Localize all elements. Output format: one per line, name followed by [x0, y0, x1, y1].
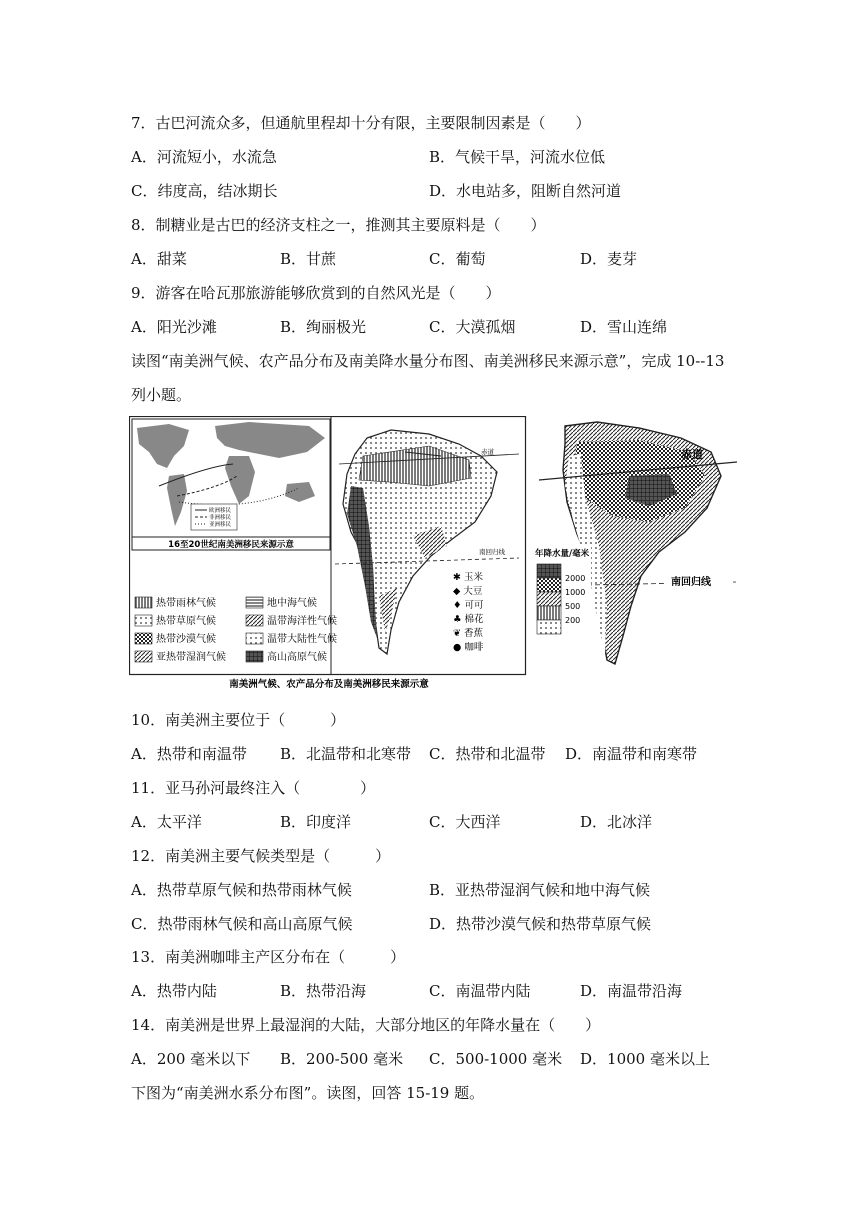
- q14-option-b: B．200-500 毫米: [280, 1050, 404, 1068]
- q10-option-d: D．南温带和南寒带: [565, 745, 698, 763]
- q8-option-b: B．甘蔗: [280, 250, 337, 268]
- intro-10-13-line2: 列小题。: [131, 386, 192, 404]
- precipitation-map: [533, 422, 737, 664]
- climate-4: 亚热带湿润气候: [156, 652, 226, 663]
- q12-option-a: A．热带草原气候和热带雨林气候: [131, 881, 352, 899]
- q13-stem: 13．南美洲咖啡主产区分布在（ ）: [131, 948, 406, 966]
- q11-option-d: D．北冰洋: [580, 813, 653, 831]
- q10-stem: 10．南美洲主要位于（ ）: [131, 711, 346, 729]
- climate-3: 热带沙漠气候: [156, 634, 216, 645]
- q7-option-c: C．纬度高，结冰期长: [131, 182, 278, 200]
- south-america-figure: [129, 416, 737, 692]
- precip-1000: 1000: [565, 588, 586, 597]
- q8-stem: 8．制糖业是古巴的经济支柱之一，推测其主要原料是（ ）: [131, 216, 546, 234]
- legend-europe: 欧洲移民: [209, 508, 232, 514]
- crop-5: ❦ 香蕉: [453, 628, 483, 639]
- intro-15-19: 下图为“南美洲水系分布图”。读图，回答 15-19 题。: [131, 1084, 485, 1102]
- q12-option-b: B．亚热带湿润气候和地中海气候: [429, 881, 651, 899]
- equator-label-map1: 赤道: [481, 448, 494, 456]
- q10-option-c: C．热带和北温带: [429, 745, 546, 763]
- q10-option-a: A．热带和南温带: [131, 745, 247, 763]
- migration-title: 16至20世纪南美洲移民来源示意: [168, 540, 294, 550]
- q13-option-b: B．热带沿海: [280, 982, 367, 1000]
- q9-option-b: B．绚丽极光: [280, 318, 367, 336]
- crop-1: ✱ 玉米: [453, 572, 483, 583]
- q9-option-d: D．雪山连绵: [580, 318, 668, 336]
- q14-option-d: D．1000 毫米以上: [580, 1050, 710, 1068]
- q8-option-d: D．麦芽: [580, 250, 638, 268]
- q9-stem: 9．游客在哈瓦那旅游能够欣赏到的自然风光是（ ）: [131, 284, 501, 302]
- climate-8: 高山高原气候: [267, 652, 327, 663]
- crop-3: ♦ 可可: [453, 600, 484, 611]
- equator-label-map2: 赤道: [681, 448, 703, 461]
- climate-5: 地中海气候: [267, 598, 317, 609]
- crop-4: ♣ 棉花: [453, 614, 484, 625]
- q14-option-c: C．500-1000 毫米: [429, 1050, 563, 1068]
- q11-option-a: A．太平洋: [131, 813, 202, 831]
- precip-2000: 2000: [565, 574, 586, 583]
- tropic-label-map2: 南回归线: [671, 577, 711, 588]
- q8-option-a: A．甜菜: [131, 250, 187, 268]
- q8-option-c: C．葡萄: [429, 250, 486, 268]
- q9-option-a: A．阳光沙滩: [131, 318, 217, 336]
- crop-6: ● 咖啡: [453, 642, 484, 653]
- q7-option-a: A．河流短小，水流急: [131, 148, 277, 166]
- q12-option-c: C．热带雨林气候和高山高原气候: [131, 915, 353, 933]
- q7-stem: 7．古巴河流众多，但通航里程却十分有限，主要限制因素是（ ）: [131, 114, 591, 132]
- q10-option-b: B．北温带和北寒带: [280, 745, 412, 763]
- q11-option-c: C．大西洋: [429, 813, 501, 831]
- q7-option-b: B．气候干旱，河流水位低: [429, 148, 606, 166]
- q13-option-c: C．南温带内陆: [429, 982, 531, 1000]
- migration-map: [132, 419, 330, 550]
- q12-stem: 12．南美洲主要气候类型是（ ）: [131, 847, 391, 865]
- figure-caption: 南美洲气候、农产品分布及南美洲移民来源示意: [229, 679, 429, 690]
- precip-legend-title: 年降水量/毫米: [535, 549, 590, 559]
- precip-500: 500: [565, 602, 581, 611]
- intro-10-13-line1: 读图“南美洲气候、农产品分布及南美降水量分布图、南美洲移民来源示意”，完成 10--13: [131, 352, 725, 370]
- legend-asia: 亚洲移民: [209, 522, 232, 528]
- legend-africa: 非洲移民: [209, 515, 232, 521]
- precip-200: 200: [565, 616, 581, 625]
- q12-option-d: D．热带沙漠气候和热带草原气候: [429, 915, 652, 933]
- climate-2: 热带草原气候: [156, 616, 216, 627]
- q13-option-a: A．热带内陆: [131, 982, 217, 1000]
- q14-stem: 14．南美洲是世界上最湿润的大陆，大部分地区的年降水量在（ ）: [131, 1016, 601, 1034]
- q13-option-d: D．南温带沿海: [580, 982, 683, 1000]
- climate-7: 温带大陆性气候: [267, 634, 337, 645]
- q11-option-b: B．印度洋: [280, 813, 352, 831]
- tropic-label-map1: 南回归线: [479, 548, 505, 556]
- crop-2: ◆ 大豆: [453, 586, 483, 597]
- q14-option-a: A．200 毫米以下: [131, 1050, 251, 1068]
- q9-option-c: C．大漠孤烟: [429, 318, 516, 336]
- climate-6: 温带海洋性气候: [267, 616, 337, 627]
- q11-stem: 11．亚马孙河最终注入（ ）: [131, 779, 376, 797]
- q7-option-d: D．水电站多，阻断自然河道: [429, 182, 622, 200]
- climate-1: 热带雨林气候: [156, 598, 216, 609]
